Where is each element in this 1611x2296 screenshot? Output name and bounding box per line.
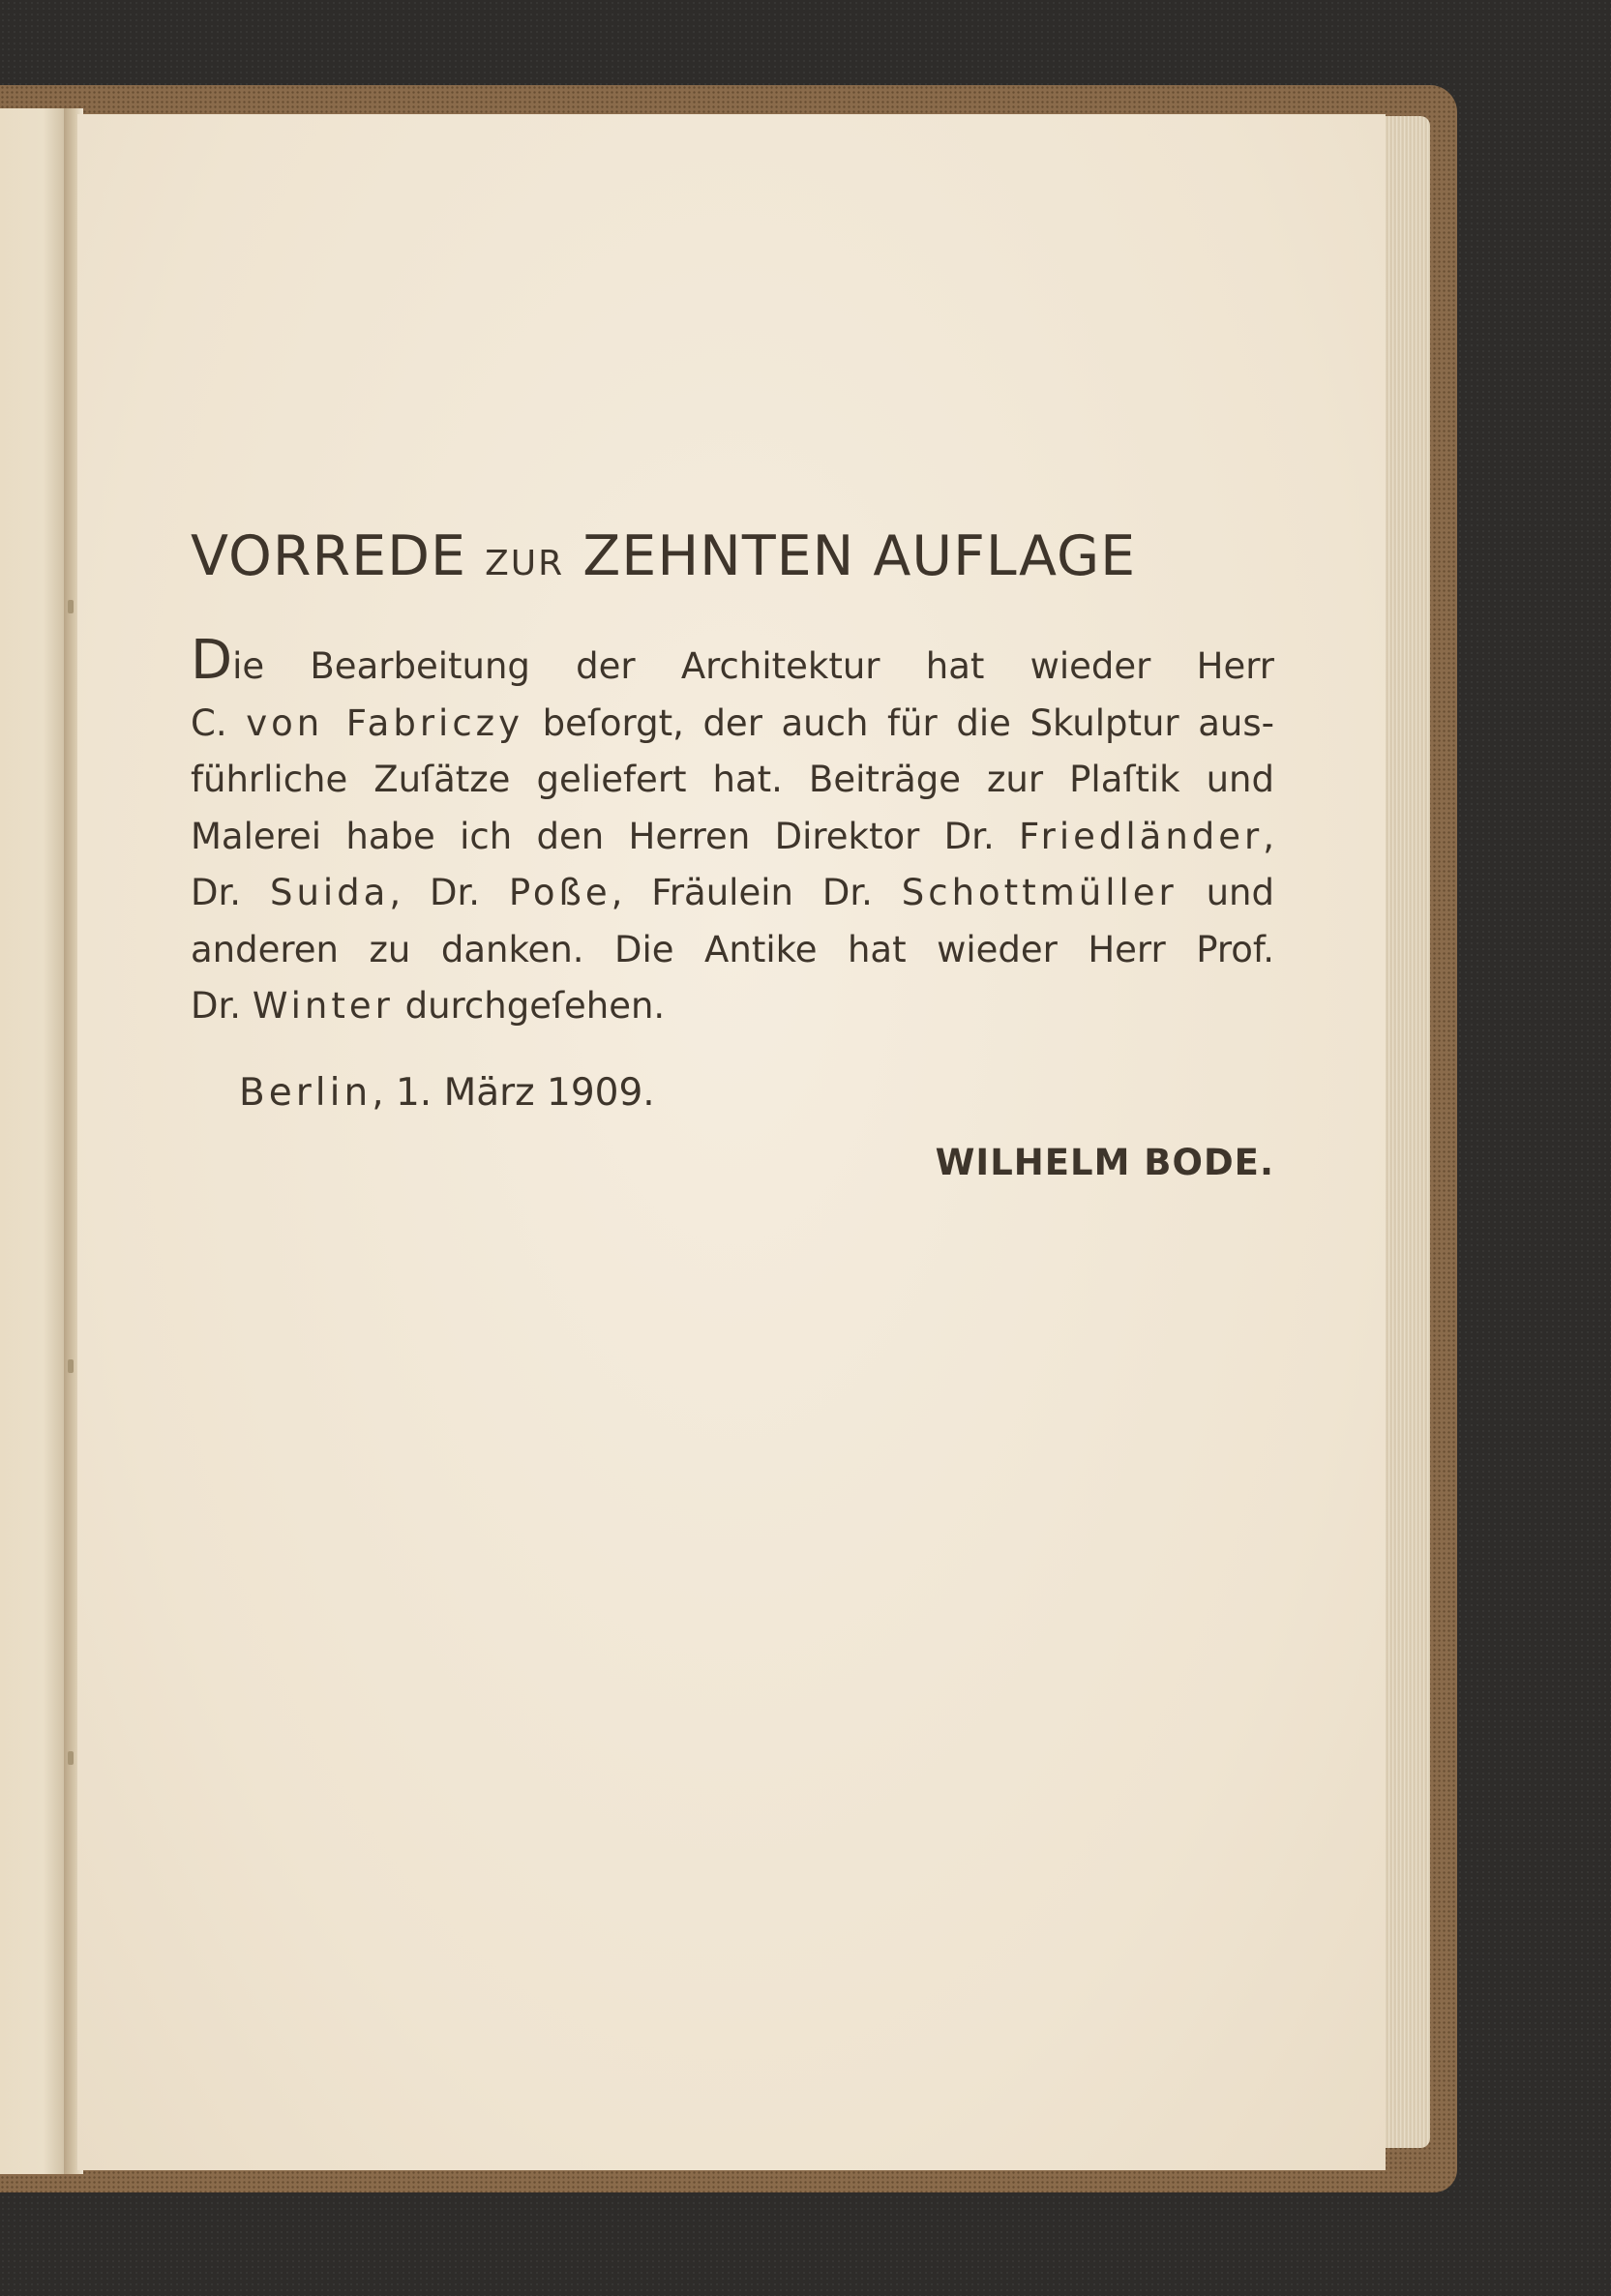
preface-text-block [191, 522, 1274, 1183]
line-text: durchgeſehen. [393, 985, 666, 1027]
paragraph-line [191, 978, 1274, 1035]
preface-paragraph [191, 629, 1274, 1035]
paragraph-line [191, 809, 1274, 866]
paragraph-line: führliche Zuſätze geliefert hat. Beiträge zur Plaſtik und [191, 759, 1274, 800]
person-name: Winter [252, 985, 394, 1027]
line-text: , [1263, 815, 1274, 857]
binding-stitch [68, 1359, 74, 1373]
date-place: Berlin [239, 1070, 373, 1115]
person-name: Poße [508, 872, 612, 913]
line-text: Dr. [191, 872, 270, 913]
person-name: von Fabriczy [246, 701, 523, 744]
person-name: Friedländer [1019, 815, 1264, 857]
binding-stitch [68, 600, 74, 613]
line-text: C. [191, 701, 247, 744]
person-name: Suida [269, 872, 390, 913]
paragraph-line [191, 696, 1274, 753]
heading-part-zur: ZUR [485, 544, 565, 583]
paragraph-line: anderen zu danken. Die Antike hat wieder Herr Prof. [191, 928, 1274, 970]
left-page-edge [0, 108, 72, 2174]
line-text: , Dr. [389, 872, 509, 913]
line-text: und [1177, 872, 1274, 913]
heading-part-vorrede: VORREDE [191, 524, 486, 588]
heading-part-title: ZEHNTEN AUFLAGE [564, 524, 1137, 588]
binding-stitch [68, 1751, 74, 1765]
line-text: beſorgt, der auch für die Skulptur aus- [523, 701, 1274, 744]
line-text: , Fräulein Dr. [611, 872, 902, 913]
drop-cap: D [191, 629, 233, 692]
preface-heading [191, 522, 1274, 598]
person-name: Schottmüller [901, 872, 1178, 913]
line-text: Malerei habe ich den Herren Direktor Dr. [191, 815, 1020, 857]
paragraph-line [191, 629, 1274, 696]
line-text: ie Bearbeitung der Architektur hat wieder Herr [232, 645, 1274, 687]
paragraph-line [191, 865, 1274, 922]
date-text: , 1. März 1909. [372, 1070, 655, 1115]
line-text: Dr. [191, 985, 253, 1027]
preface-date [239, 1064, 1274, 1122]
author-signature: WILHELM BODE. [935, 1141, 1274, 1183]
